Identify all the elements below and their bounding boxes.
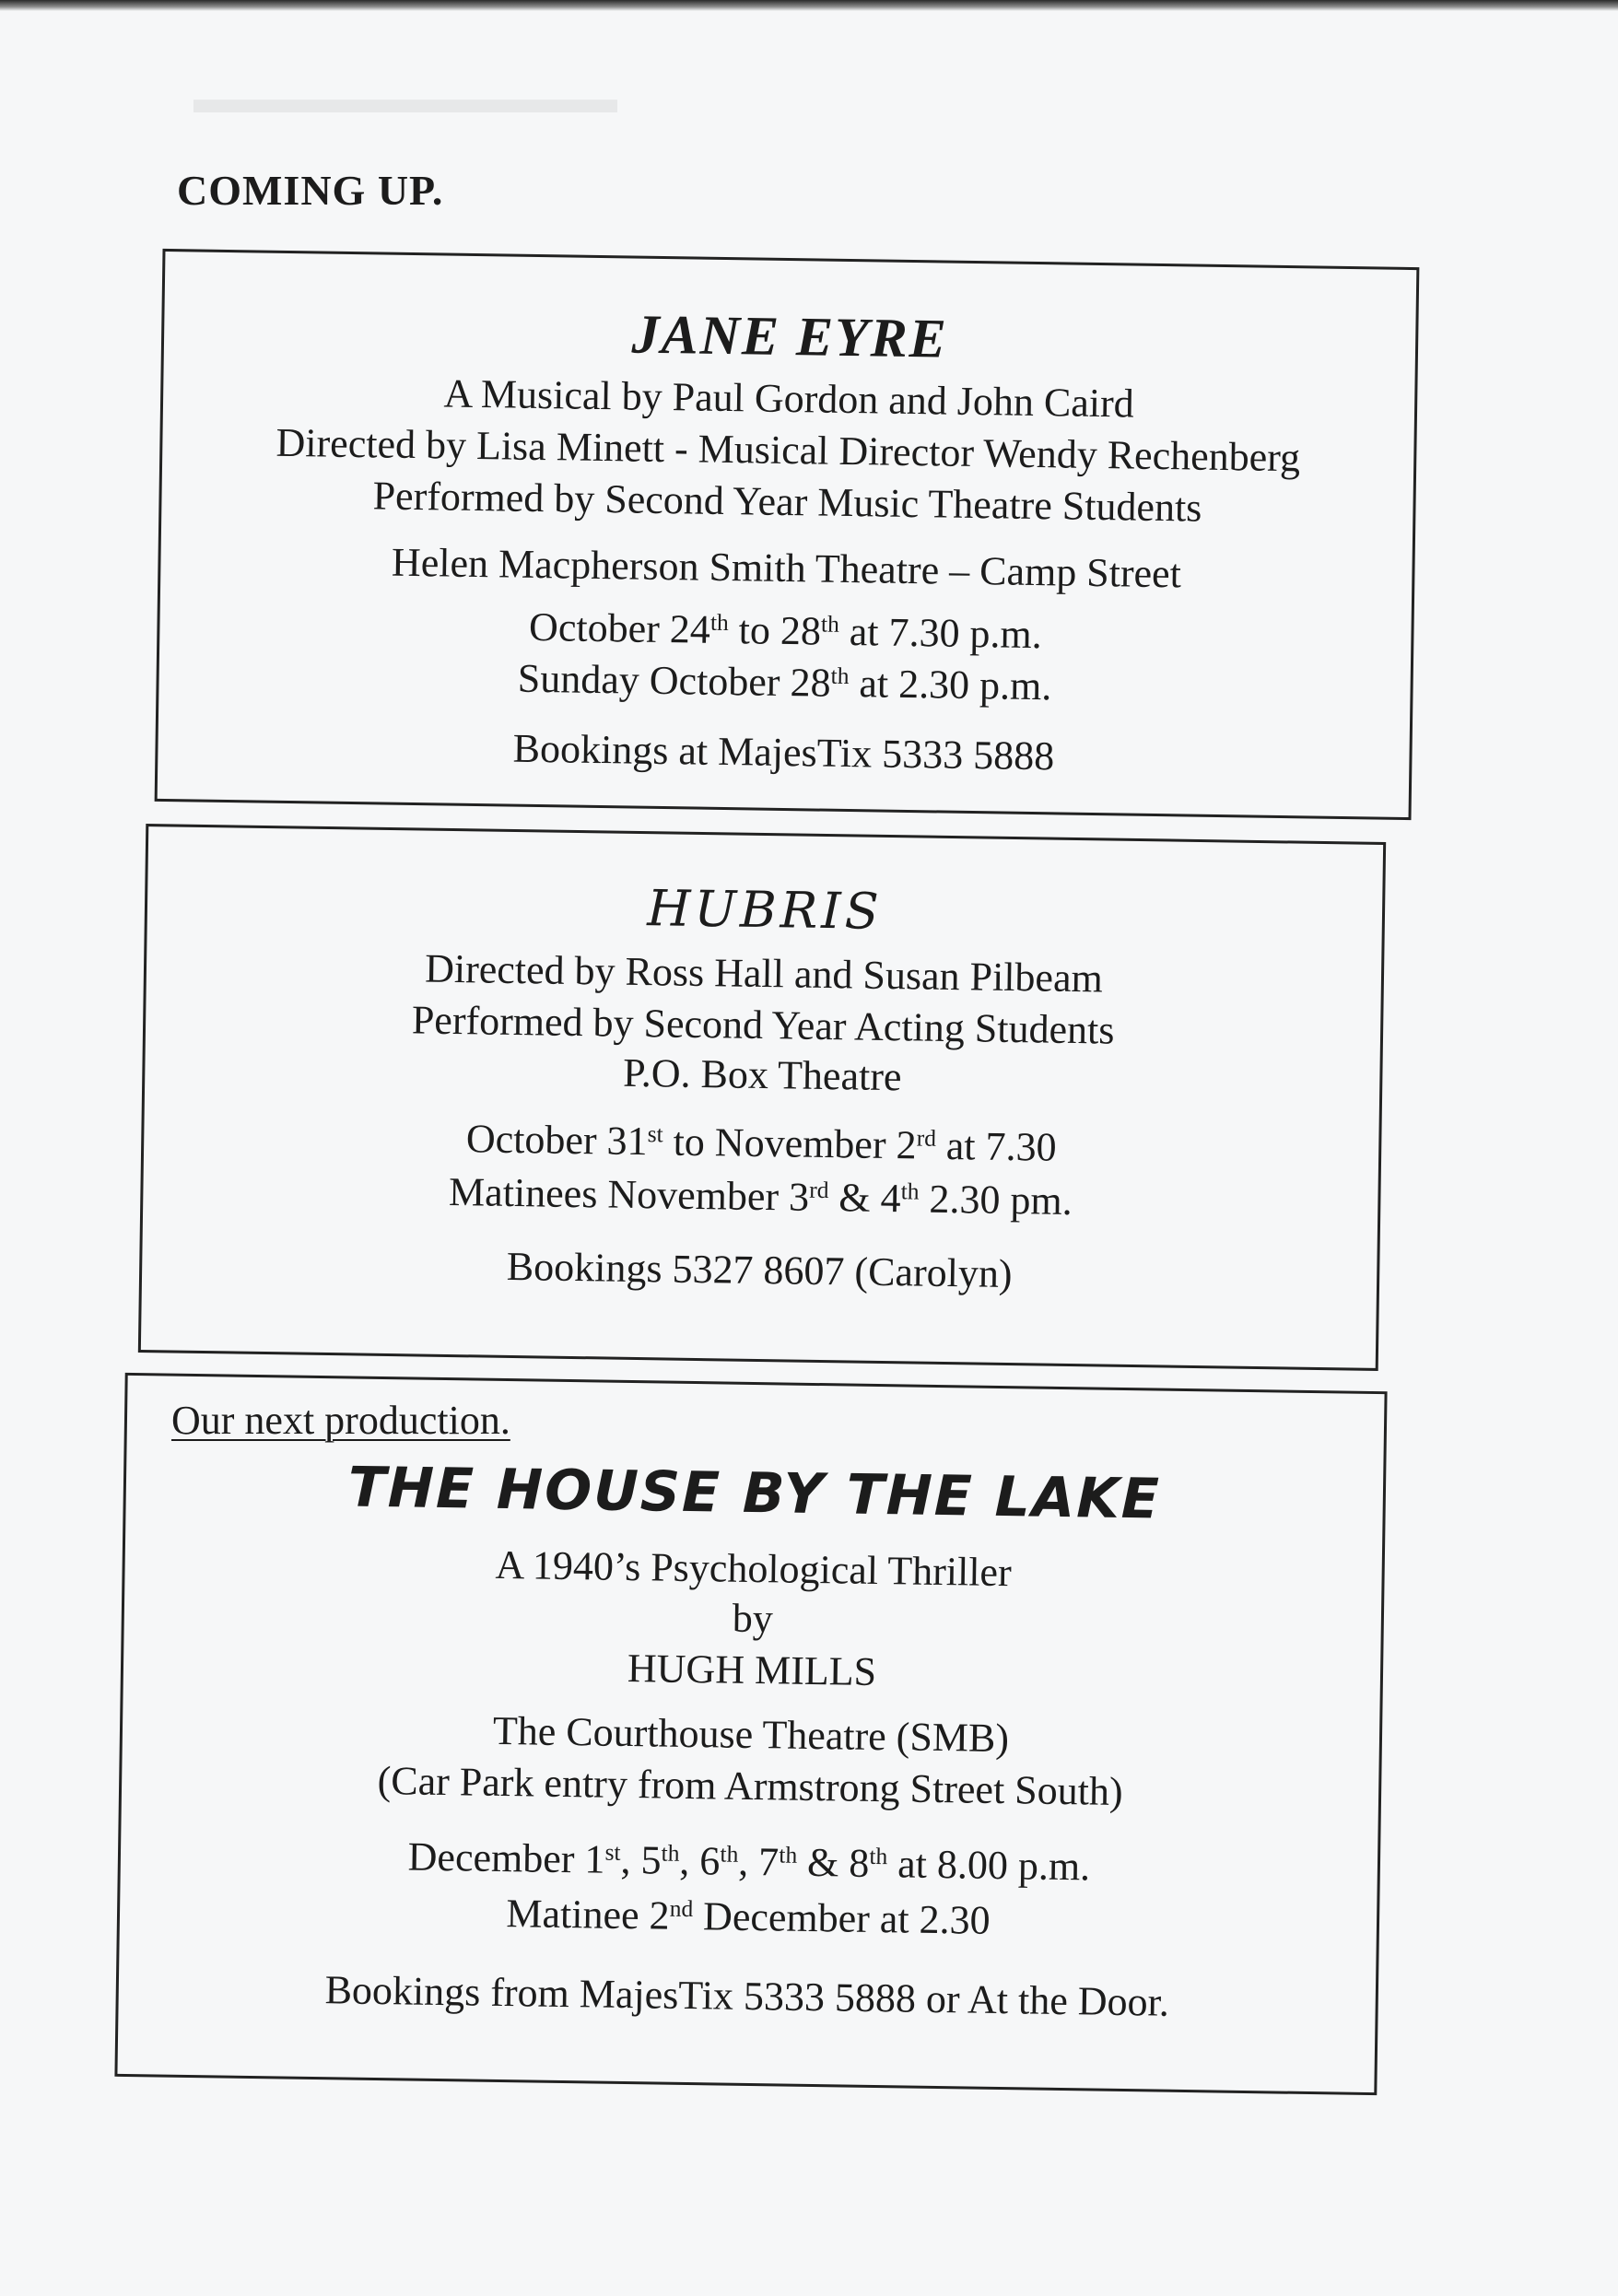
event-dates-line1: October 24th to 28th at 7.30 p.m.	[528, 603, 1043, 658]
event-title: THE HOUSE BY THE LAKE	[347, 1455, 1162, 1532]
event-card-house-by-the-lake	[114, 1373, 1387, 2095]
next-production-label: Our next production.	[166, 1397, 516, 1444]
event-subtitle: A 1940’s Psychological Thriller	[495, 1541, 1013, 1596]
event-performers: Performed by Second Year Music Theatre Students	[372, 473, 1202, 531]
event-dates-line2: Matinees November 3rd & 4th 2.30 pm.	[448, 1168, 1073, 1224]
event-bookings: Bookings 5327 8607 (Carolyn)	[506, 1243, 1013, 1297]
event-author: HUGH MILLS	[627, 1646, 877, 1695]
event-dates-line1: December 1st, 5th, 6th, 7th & 8th at 8.00 p.m.	[407, 1833, 1091, 1890]
event-venue: Helen Macpherson Smith Theatre – Camp Street	[391, 539, 1182, 597]
event-bookings: Bookings at MajesTix 5333 5888	[512, 725, 1055, 779]
event-by: by	[732, 1595, 774, 1642]
event-direction: Directed by Ross Hall and Susan Pilbeam	[424, 945, 1104, 1002]
event-card-jane-eyre	[155, 249, 1420, 820]
scan-top-edge	[0, 0, 1618, 11]
event-subtitle: A Musical by Paul Gordon and John Caird	[443, 370, 1135, 427]
event-venue: The Courthouse Theatre (SMB)	[492, 1707, 1010, 1762]
event-performers: Performed by Second Year Acting Students	[411, 997, 1115, 1053]
event-dates-line2: Matinee 2nd December at 2.30	[506, 1891, 991, 1943]
page-heading: COMING UP.	[177, 167, 444, 214]
event-bookings: Bookings from MajesTix 5333 5888 or At the Door.	[324, 1967, 1170, 2025]
event-title: HUBRIS	[646, 879, 884, 941]
event-dates-line2: Sunday October 28th at 2.30 p.m.	[517, 655, 1052, 709]
event-direction: Directed by Lisa Minett - Musical Director Wendy Rechenberg	[276, 419, 1301, 481]
event-card-hubris	[138, 824, 1386, 1371]
event-venue: P.O. Box Theatre	[622, 1049, 902, 1100]
event-venue-note: (Car Park entry from Armstrong Street South)	[377, 1757, 1123, 1814]
event-dates-line1: October 31st to November 2rd at 7.30	[465, 1116, 1057, 1170]
event-title: JANE EYRE	[631, 303, 949, 369]
